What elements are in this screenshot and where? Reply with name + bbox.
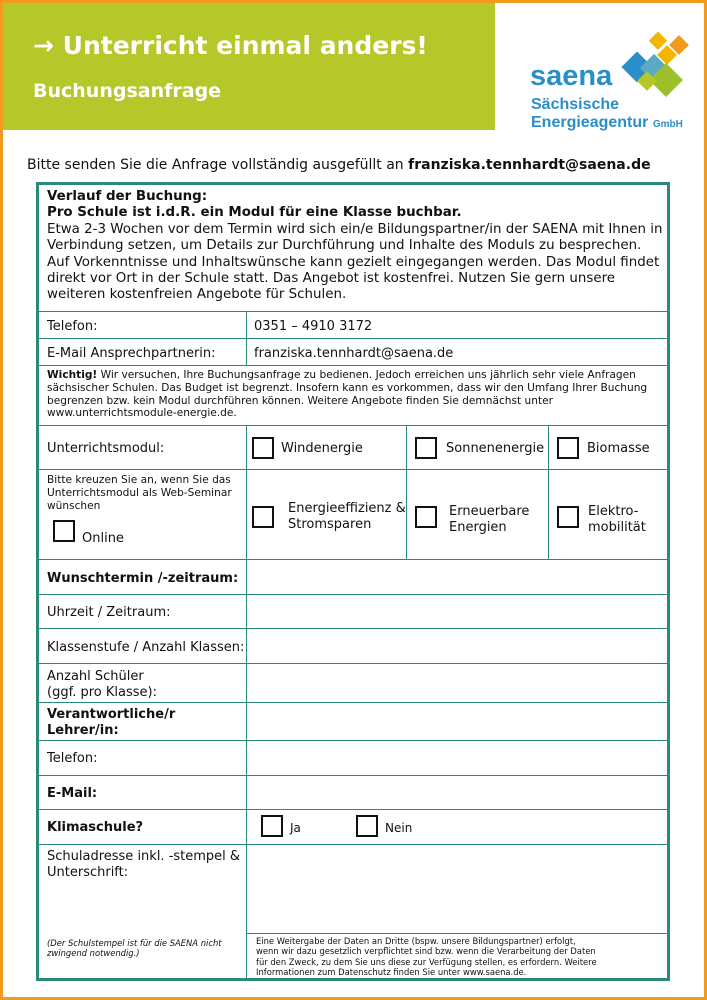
notice-text: Wichtig! Wir versuchen, Ihre Buchungsanfrage zu bedienen. Jedoch erreichen uns jährlich sehr viele Anfragen sächsischer Schulen. Das Budget ist begrenzt. Insofern kann es vorkommen, dass wir den Umfang Ihrer Buchung begrenzen bzw. kein Modul durchführen können. Weitere Angebote finden Sie demnächst unter www.unterrichtsmodule-energie.de. <box>47 369 648 420</box>
telefon-field[interactable] <box>247 741 667 774</box>
windenergie-label: Windenergie <box>281 441 363 456</box>
erneuerbare-checkbox[interactable] <box>415 506 437 528</box>
schueler-label: Anzahl Schüler (ggf. pro Klasse): <box>47 669 157 700</box>
phone-value: 0351 – 4910 3172 <box>254 319 373 334</box>
adresse-label: Schuladresse inkl. -stempel & Unterschrift: <box>47 849 241 880</box>
booking-intro: Verlauf der Buchung: Pro Schule ist i.d.R. ein Modul für eine Klasse buchbar. Etwa 2-3 Wochen vor dem Termin wird sich ein/e Bildungspartner/in der SAENA mit Ihnen in Verbindung setzen, um Details zur Durchführung und Inhalte des Moduls zu besprechen. Auf Vorkenntnisse und Inhaltswünsche kann gezielt eingegangen werden. Das Modul findet direkt vor Ort in der Schule statt. Das Angebot ist kostenfrei. Nutzen Sie gern unsere weiteren kostenfreien Angebote für Schulen. <box>47 189 663 303</box>
instruction-text: Bitte senden Sie die Anfrage vollständig ausgefüllt an franziska.tennhardt@saena.de <box>27 157 651 173</box>
page-title: → Unterricht einmal anders! <box>33 31 428 60</box>
klassenstufe-label: Klassenstufe / Anzahl Klassen: <box>47 640 245 655</box>
lehrer-label: Verantwortliche/r Lehrer/in: <box>47 707 176 738</box>
telefon-label: Telefon: <box>47 751 98 766</box>
arrow-right-icon: → <box>33 31 54 60</box>
windenergie-checkbox[interactable] <box>252 437 274 459</box>
online-label: Online <box>82 531 124 546</box>
klimaschule-ja-label: Ja <box>290 821 301 835</box>
klimaschule-nein-checkbox[interactable] <box>356 815 378 837</box>
energieeffizienz-checkbox[interactable] <box>252 506 274 528</box>
module-label: Unterrichtsmodul: <box>47 441 165 456</box>
booking-form <box>36 182 670 981</box>
elektromobilitaet-label: Elektro- mobilität <box>588 504 646 535</box>
wunschtermin-field[interactable] <box>247 560 667 593</box>
stamp-note: (Der Schulstempel ist für die SAENA nicht zwingend notwendig.) <box>47 938 222 959</box>
email-value: franziska.tennhardt@saena.de <box>254 346 454 361</box>
header-banner <box>3 3 495 130</box>
lehrer-field[interactable] <box>247 703 667 739</box>
biomasse-label: Biomasse <box>587 441 650 456</box>
email-field[interactable] <box>247 776 667 808</box>
uhrzeit-label: Uhrzeit / Zeitraum: <box>47 605 171 620</box>
sonnenenergie-label: Sonnenenergie <box>446 441 545 456</box>
page-subtitle: Buchungsanfrage <box>33 80 222 102</box>
erneuerbare-label: Erneuerbare Energien <box>449 504 530 535</box>
logo-line1: Sächsische <box>531 96 620 113</box>
biomasse-checkbox[interactable] <box>557 437 579 459</box>
wunschtermin-label: Wunschtermin /-zeitraum: <box>47 571 239 586</box>
online-checkbox[interactable] <box>53 520 75 542</box>
uhrzeit-field[interactable] <box>247 595 667 627</box>
klassenstufe-field[interactable] <box>247 629 667 662</box>
privacy-note: Eine Weitergabe der Daten an Dritte (bspw. unsere Bildungspartner) erfolgt, wenn wir dazu gesetzlich verpflichtet sind bzw. wenn die Verarbeitung der Daten für den Zweck, zu dem Sie uns diese zur Verfügung stellen, es erfordern. Weitere Informationen zum Datenschutz finden Sie unter www.saena.de. <box>256 936 597 978</box>
energieeffizienz-label: Energieeffizienz & Stromsparen <box>288 501 406 532</box>
logo-wordmark: saena <box>530 60 613 92</box>
web-seminar-hint: Bitte kreuzen Sie an, wenn Sie das Unterrichtsmodul als Web-Seminar wünschen <box>47 474 232 512</box>
klimaschule-ja-checkbox[interactable] <box>261 815 283 837</box>
phone-label: Telefon: <box>47 319 98 334</box>
adresse-field[interactable] <box>247 845 667 932</box>
logo-line2: Energieagentur GmbH <box>531 114 683 131</box>
instruction-email[interactable]: franziska.tennhardt@saena.de <box>408 157 651 173</box>
schueler-field[interactable] <box>247 664 667 701</box>
elektromobilitaet-checkbox[interactable] <box>557 506 579 528</box>
email-label: E-Mail Ansprechpartnerin: <box>47 346 216 361</box>
klimaschule-nein-label: Nein <box>385 821 413 835</box>
klimaschule-label: Klimaschule? <box>47 820 144 835</box>
email-field-label: E-Mail: <box>47 786 98 801</box>
sonnenenergie-checkbox[interactable] <box>415 437 437 459</box>
